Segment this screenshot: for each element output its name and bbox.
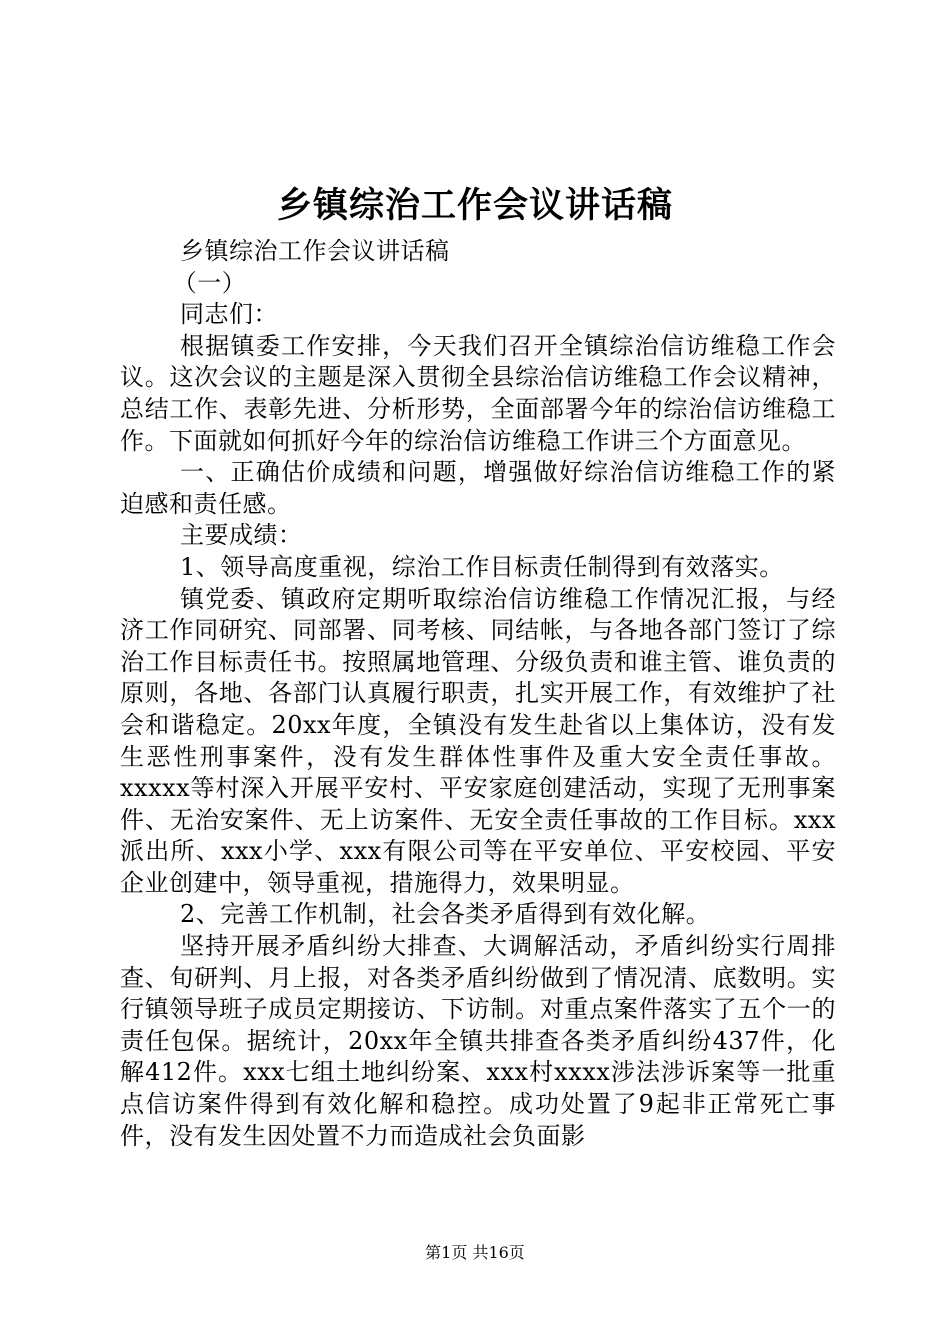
section-number-paragraph: （一） (172, 268, 247, 297)
numbered-heading-paragraph: 1、领导高度重视，综治工作目标责任制得到有效落实。 (180, 552, 784, 581)
body-paragraph: 根据镇委工作安排，今天我们召开全镇综治信访维稳工作会议。这次会议的主题是深入贯彻全县综治信访维稳工作会议精神，总结工作、表彰先进、分析形势，全面部署今年的综治信访维稳工作。下面就如何抓好今年的综治信访维稳工作讲三个方面意见。 (120, 331, 836, 455)
document-body (120, 236, 836, 1152)
document-title: 乡镇综治工作会议讲话稿 (276, 185, 673, 226)
page-footer: 第1页 共16页 (425, 1243, 525, 1262)
subheading-paragraph: 主要成绩： (180, 521, 303, 550)
heading-paragraph: 一、正确估价成绩和问题，增强做好综治信访维稳工作的紧迫感和责任感。 (120, 458, 836, 518)
salutation-paragraph: 同志们： (180, 300, 278, 329)
numbered-heading-paragraph: 2、完善工作机制，社会各类矛盾得到有效化解。 (180, 900, 711, 929)
body-paragraph: 坚持开展矛盾纠纷大排查、大调解活动，矛盾纠纷实行周排查、旬研判、月上报，对各类矛盾纠纷做到了情况清、底数明。实行镇领导班子成员定期接访、下访制。对重点案件落实了五个一的责任包保。据统计，20xx年全镇共排查各类矛盾纠纷437件，化解412件。xxx七组土地纠纷案、xxx村xxxx涉法涉诉案等一批重点信访案件得到有效化解和稳控。成功处置了9起非正常死亡事件，没有发生因处置不力而造成社会负面影 (120, 932, 836, 1150)
subtitle-paragraph: 乡镇综治工作会议讲话稿 (180, 237, 450, 265)
body-paragraph: 镇党委、镇政府定期听取综治信访维稳工作情况汇报，与经济工作同研究、同部署、同考核、同结帐，与各地各部门签订了综治工作目标责任书。按照属地管理、分级负责和谁主管、谁负责的原则，各地、各部门认真履行职责，扎实开展工作，有效维护了社会和谐稳定。20xx年度，全镇没有发生赴省以上集体访，没有发生恶性刑事案件，没有发生群体性事件及重大安全责任事故。xxxxx等村深入开展平安村、平安家庭创建活动，实现了无刑事案件、无治安案件、无上访案件、无安全责任事故的工作目标。xxx派出所、xxx小学、xxx有限公司等在平安单位、平安校园、平安企业创建中，领导重视，措施得力，效果明显。 (120, 584, 836, 897)
